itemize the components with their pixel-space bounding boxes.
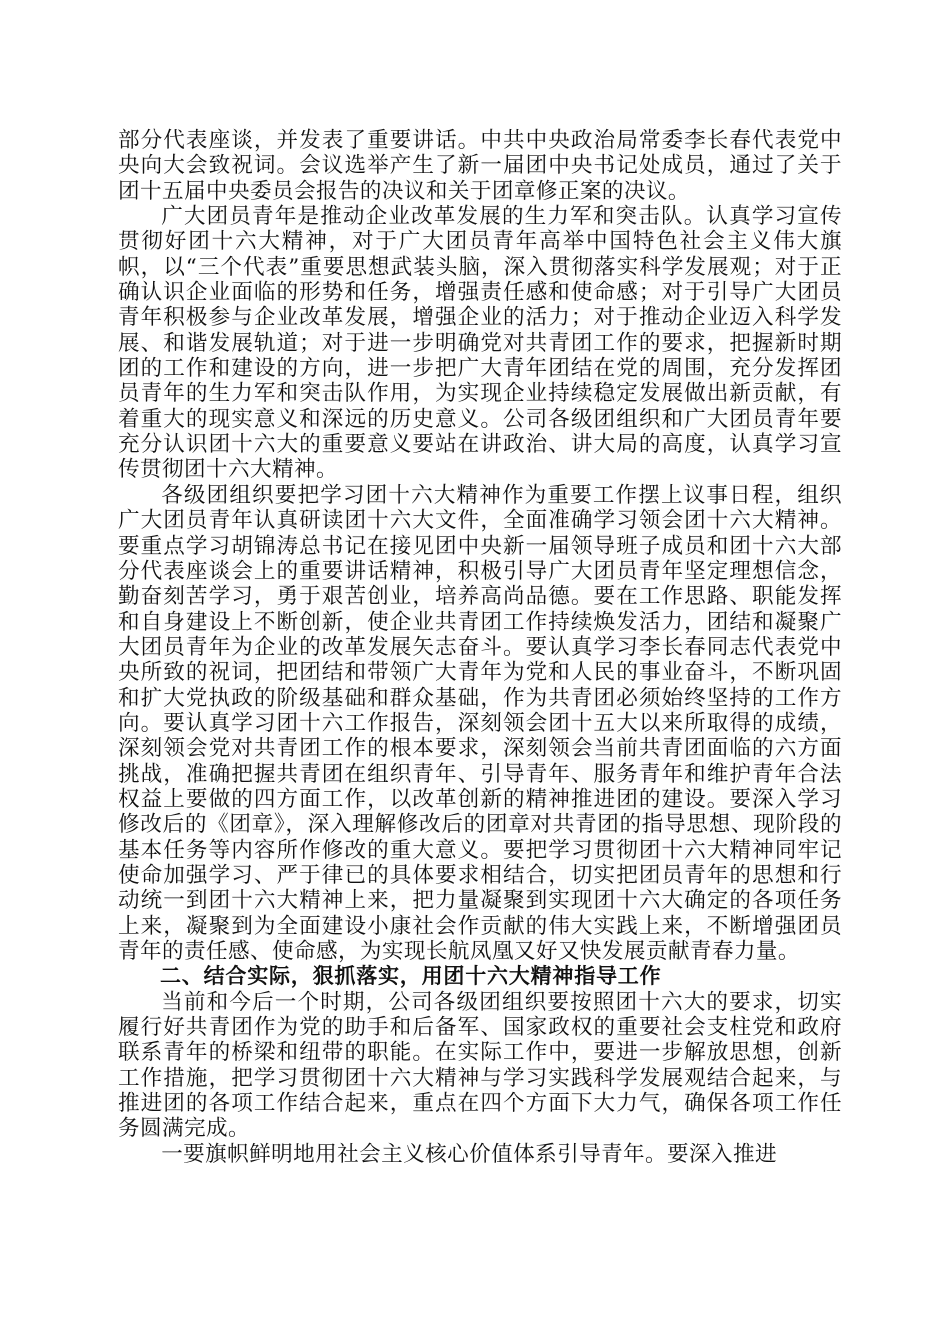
document-body bbox=[118, 128, 842, 1167]
section-heading: 二、结合实际，狠抓落实，用团十六大精神指导工作 bbox=[160, 964, 662, 989]
paragraph-study-requirements: 各级团组织要把学习团十六大精神作为重要工作摆上议事日程，组织广大团员青年认真研读团十六大文件，全面准确学习领会团十六大精神。要重点学习胡锦涛总书记在接见团中央新一届领导班子成员和团十六大部分代表座谈会上的重要讲话精神，积极引导广大团员青年坚定理想信念，勤奋刻苦学习，勇于艰苦创业，培养高尚品德。要在工作思路、职能发挥和自身建设上不断创新，使企业共青团工作持续焕发活力，团结和凝聚广大团员青年为企业的改革发展矢志奋斗。要认真学习李长春同志代表党中央所致的祝词，把团结和带领广大青年为党和人民的事业奋斗，不断巩固和扩大党执政的阶级基础和群众基础，作为共青团必须始终坚持的工作方向。要认真学习团十六工作报告，深刻领会团十五大以来所取得的成绩，深刻领会党对共青团工作的根本要求，深刻领会当前共青团面临的六方面挑战，准确把握共青团在组织青年、引导青年、服务青年和维护青年合法权益上要做的四方面工作，以改革创新的精神推进团的建设。要深入学习修改后的《团章》，深入理解修改后的团章对共青团的指导思想、现阶段的基本任务等内容所作修改的重大意义。要把学习贯彻团十六大精神同牢记使命加强学习、严于律已的具体要求相结合，切实把团员青年的思想和行动统一到团十六大精神上来，把力量凝聚到实现团十六大确定的各项任务上来，凝聚到为全面建设小康社会作贡献的伟大实践上来，不断增强团员青年的责任感、使命感，为实现长航凤凰又好又快发展贡献青春力量。 bbox=[118, 482, 842, 964]
paragraph-significance: 广大团员青年是推动企业改革发展的生力军和突击队。认真学习宣传贯彻好团十六大精神，对于广大团员青年高举中国特色社会主义伟大旗帜，以“三个代表”重要思想武装头脑，深入贯彻落实科学发展观；对于正确认识企业面临的形势和任务，增强责任感和使命感；对于引导广大团员青年积极参与企业改革发展，增强企业的活力；对于推动企业迈入科学发展、和谐发展轨道；对于进一步明确党对共青团工作的要求，把握新时期团的工作和建设的方向，进一步把广大青年团结在党的周围，充分发挥团员青年的生力军和突击队作用，为实现企业持续稳定发展做出新贡献，有着重大的现实意义和深远的历史意义。公司各级团组织和广大团员青年要充分认识团十六大的重要意义要站在讲政治、讲大局的高度，认真学习宣传贯彻团十六大精神。 bbox=[118, 204, 842, 483]
paragraph-first-point: 一要旗帜鲜明地用社会主义核心价值体系引导青年。要深入推进 bbox=[161, 1141, 778, 1167]
paragraph-current-period: 当前和今后一个时期，公司各级团组织要按照团十六大的要求，切实履行好共青团作为党的助手和后备军、国家政权的重要社会支柱党和政府联系青年的桥梁和纽带的职能。在实际工作中，要进一步解放思想，创新工作措施，把学习贯彻团十六大精神与学习实践科学发展观结合起来，与推进团的各项工作结合起来，重点在四个方面下大力气，确保各项工作任务圆满完成。 bbox=[118, 989, 842, 1142]
paragraph-continued: 部分代表座谈，并发表了重要讲话。中共中央政治局常委李长春代表党中央向大会致祝词。会议选举产生了新一届团中央书记处成员，通过了关于团十五届中央委员会报告的决议和关于团章修正案的决议。 bbox=[118, 128, 842, 204]
